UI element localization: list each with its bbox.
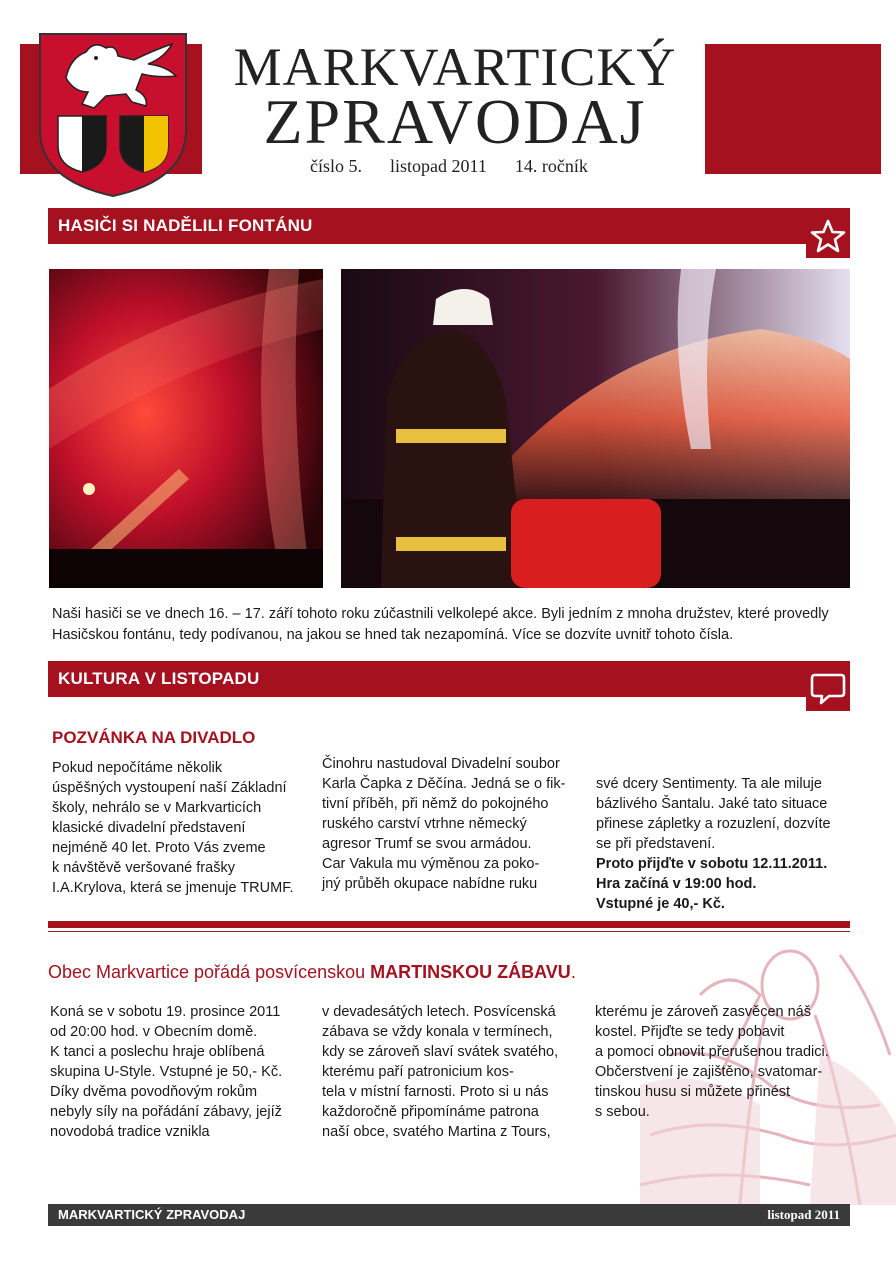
section-title: HASIČI SI NADĚLILI FONTÁNU	[58, 216, 313, 235]
issue-volume: 14. ročník	[514, 156, 588, 176]
photo-caption: Naši hasiči se ve dnech 16. – 17. září tohoto roku zúčastnili velkolepé akce. Byli jedním z mnoha družstev, které provedly Hasičskou fontánu, tedy podívanou, na jakou se hned tak nezapomíná. Více se dozvíte uvnitř tohoto čísla.	[52, 606, 829, 643]
firefighter-photo-image	[341, 269, 850, 588]
issue-date: listopad 2011	[390, 156, 487, 176]
party-heading	[48, 962, 576, 983]
section-bar-kultura	[48, 661, 850, 697]
speech-bubble-icon-box	[806, 661, 850, 711]
section-bar-hasici	[48, 208, 850, 244]
section-title: KULTURA V LISTOPADU	[58, 669, 260, 688]
title-line-1: MARKVARTICKÝ	[233, 37, 677, 97]
theatre-heading: POZVÁNKA NA DIVADLO	[52, 728, 256, 747]
issue-info	[310, 156, 670, 177]
party-heading-post: .	[570, 962, 576, 982]
theatre-column-3	[596, 754, 856, 934]
party-column-2: v devadesátých letech. Posvícenská zábava se vždy konala v termínech, kdy se zároveň slaví svátek svatého, kterému paří patronicium kos- tela v místní farnosti. Proto si u nás každoročně připomínáme patrona naší obce, svatého Martina z Tours,	[322, 1004, 559, 1140]
bar-gap	[48, 697, 806, 711]
issue-number: číslo 5.	[310, 156, 362, 176]
page-footer	[48, 1204, 850, 1226]
party-heading-bold: MARTINSKOU ZÁBAVU	[370, 962, 571, 982]
theatre-column-2: Činohru nastudoval Divadelní soubor Karla Čapka z Děčína. Jedná se o fik- tivní příběh, při němž do pokojného ruského carství vtrhne německý agresor Trumf se svou armádou. Car Vakula mu výměnou za poko- jný průběh okupace nabídne ruku	[322, 756, 566, 892]
footer-title: MARKVARTICKÝ ZPRAVODAJ	[58, 1207, 246, 1222]
newsletter-title	[215, 37, 695, 157]
masthead-right-band	[705, 44, 881, 174]
divider-thin	[48, 931, 850, 932]
star-icon-box	[806, 208, 850, 258]
party-column-1: Koná se v sobotu 19. prosince 2011 od 20:00 hod. v Obecním domě. K tanci a poslechu hraje oblíbená skupina U-Style. Vstupné je 50,- Kč. Díky dvěma povodňovým rokům nebyly síly na pořádání zábavy, jejíž novodobá tradice vznikla	[50, 1004, 283, 1140]
fountain-photo-left-image	[49, 269, 323, 588]
title-line-2: ZPRAVODAJ	[263, 86, 647, 157]
footer-date: listopad 2011	[767, 1207, 840, 1222]
theatre-column-1: Pokud nepočítáme několik úspěšných vystoupení naší Základní školy, nehrálo se v Markvarticích klasické divadelní představení nejméně 40 let. Proto Vás zveme k návštěvě veršované frašky I.A.Krylova, která se jmenuje TRUMF.	[52, 760, 294, 896]
party-column-3: kterému je zároveň zasvěcen náš kostel. Přijďte se tedy pobavit a pomoci obnovit přerušenou tradici. Občerstvení je zajištěno, svatomar- tinskou husu si můžete přinést s sebou.	[595, 1004, 829, 1120]
firefighter-photo	[341, 269, 850, 588]
divider-thick	[48, 921, 850, 928]
coat-of-arms-logo	[36, 30, 190, 200]
theatre-column-3-text: své dcery Sentimenty. Ta ale miluje bázlivého Šantalu. Jaké tato situace přinese zápletky a rozuzlení, dozvíte se při představení.	[596, 776, 831, 852]
fountain-photo-left	[49, 269, 323, 588]
party-heading-pre: Obec Markvartice pořádá posvícenskou	[48, 962, 371, 982]
star-icon	[809, 218, 847, 254]
theatre-invitation-details: Proto přijďte v sobotu 12.11.2011. Hra začíná v 19:00 hod. Vstupné je 40,- Kč.	[596, 856, 828, 912]
bar-gap	[48, 244, 806, 258]
speech-bubble-icon	[809, 671, 847, 707]
